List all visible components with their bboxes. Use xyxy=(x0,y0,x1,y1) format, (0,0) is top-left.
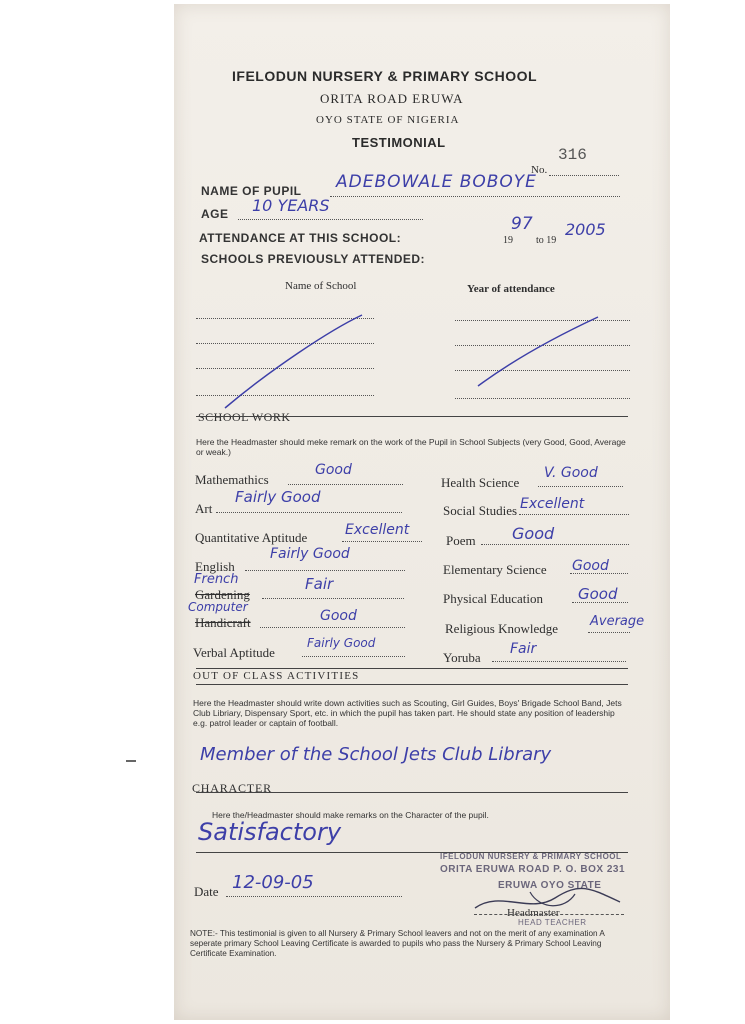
subject-remark: Average xyxy=(590,614,645,629)
subject-label: Poem xyxy=(446,533,476,548)
school-strike-line xyxy=(225,315,362,408)
age-dots xyxy=(238,219,423,220)
stamp-line-1: IFELODUN NURSERY & PRIMARY SCHOOL xyxy=(440,852,622,861)
subject-dots xyxy=(262,598,404,599)
subject-dots xyxy=(260,627,405,628)
date-value: 12-09-05 xyxy=(232,872,314,893)
character-rule xyxy=(196,792,628,793)
attendance-to-word: to 19 xyxy=(536,235,557,246)
subject-remark: Fairly Good xyxy=(235,488,321,506)
subject-remark: Fair xyxy=(510,641,537,657)
subject-label: Handicraft xyxy=(195,615,251,630)
activities-instruction: Here the Headmaster should write down activities such as Scouting, Girl Guides, Boys' Brigade School Band, Jets Club Libriary, Dispensary Sport, etc. in which the pupil has taken part. He should state any position of leadership e.g. patrol leader or captain of football. xyxy=(193,698,622,728)
schools-label: SCHOOLS PREVIOUSLY ATTENDED: xyxy=(201,252,426,266)
school-work-rule xyxy=(196,416,628,417)
subject-label: Art xyxy=(195,501,213,516)
year-strike-line xyxy=(478,317,598,386)
subject-label: Social Studies xyxy=(443,503,518,518)
character-instruction: Here the/Headmaster should make remarks on the Character of the pupil. xyxy=(212,810,489,820)
activities-rule-top xyxy=(196,668,628,669)
subject-remark: Good xyxy=(512,524,555,543)
stamp-line-4: HEAD TEACHER xyxy=(518,918,587,927)
pupil-name: ADEBOWALE BOBOYE xyxy=(336,172,537,192)
number-label: No. xyxy=(531,164,548,176)
subject-dots xyxy=(302,656,405,657)
character-heading: CHARACTER xyxy=(192,781,272,795)
attendance-prefix: 19 xyxy=(503,235,513,246)
school-work-heading: SCHOOL WORK xyxy=(198,410,291,424)
subject-remark: Excellent xyxy=(345,522,410,538)
strike-through-marks xyxy=(180,300,640,420)
document-title: TESTIMONIAL xyxy=(352,135,446,150)
character-value: Satisfactory xyxy=(198,818,342,846)
subject-remark: Good xyxy=(578,585,618,603)
col-year-header: Year of attendance xyxy=(467,283,555,295)
subject-remark: Fair xyxy=(305,575,334,593)
date-label: Date xyxy=(194,884,219,899)
attendance-to: 2005 xyxy=(565,220,606,239)
school-work-instruction: Here the Headmaster should meke remark on the work of the Pupil in School Subjects (very Good, Good, Average or weak.) xyxy=(196,437,626,457)
subject-label: Health Science xyxy=(441,475,520,490)
date-dots xyxy=(226,896,402,897)
headmaster-dots xyxy=(474,914,624,915)
address-line-2: OYO STATE OF NIGERIA xyxy=(316,114,460,126)
subject-label: Gardening xyxy=(195,587,250,602)
subject-label: Verbal Aptitude xyxy=(193,645,275,660)
subject-remark: Fairly Good xyxy=(270,546,350,562)
subject-dots xyxy=(538,486,623,487)
subject-handwritten-label: French xyxy=(194,572,239,587)
name-label: NAME OF PUPIL xyxy=(201,184,302,198)
stamp-line-3: ERUWA OYO STATE xyxy=(498,880,602,891)
address-line-1: ORITA ROAD ERUWA xyxy=(320,91,464,106)
col-school-header: Name of School xyxy=(285,280,357,292)
subject-label: English xyxy=(195,559,235,574)
subject-dots xyxy=(288,484,403,485)
age-label: AGE xyxy=(201,207,229,221)
subject-remark: Good xyxy=(320,608,357,624)
subject-handwritten-label: Computer xyxy=(188,600,248,614)
name-dots xyxy=(330,196,620,197)
subject-label: Quantitative Aptitude xyxy=(195,530,308,545)
testimonial-number: 316 xyxy=(558,146,587,164)
subject-dots xyxy=(216,512,402,513)
subject-remark: V. Good xyxy=(544,465,598,481)
activities-value: Member of the School Jets Club Library xyxy=(200,744,552,765)
subject-dots xyxy=(245,570,405,571)
subject-label: Yoruba xyxy=(443,650,481,665)
subject-dots xyxy=(342,541,422,542)
headmaster-label: Headmaster xyxy=(507,907,560,919)
subject-label: Religious Knowledge xyxy=(445,621,559,636)
subject-dots xyxy=(481,544,629,545)
activities-rule xyxy=(196,684,628,685)
attendance-from: 97 xyxy=(511,214,533,234)
activities-heading: OUT OF CLASS ACTIVITIES xyxy=(193,670,360,682)
subject-label: Mathemathics xyxy=(195,472,269,487)
subject-dots xyxy=(492,661,626,662)
stamp-line-2: ORITA ERUWA ROAD P. O. BOX 231 xyxy=(440,864,626,875)
margin-dash xyxy=(126,760,136,762)
number-dots xyxy=(549,175,619,176)
school-name: IFELODUN NURSERY & PRIMARY SCHOOL xyxy=(232,68,538,84)
subject-label: Elementary Science xyxy=(443,562,547,577)
attendance-label: ATTENDANCE AT THIS SCHOOL: xyxy=(199,231,402,245)
age-value: 10 YEARS xyxy=(252,196,330,215)
subject-dots xyxy=(519,514,629,515)
subject-remark: Fairly Good xyxy=(307,636,376,650)
subject-remark: Good xyxy=(572,558,609,574)
subject-label: Physical Education xyxy=(443,591,544,606)
footer-note: NOTE:- This testimonial is given to all Nursery & Primary School leavers and not on the merit of any examination A seperate primary School Leaving Certificate is awarded to pupils who pass the Nursery & Primary School Leaving Certificate Examination. xyxy=(190,929,605,958)
subject-remark: Good xyxy=(315,462,352,478)
subject-remark: Excellent xyxy=(520,496,585,512)
subject-dots xyxy=(588,632,630,633)
